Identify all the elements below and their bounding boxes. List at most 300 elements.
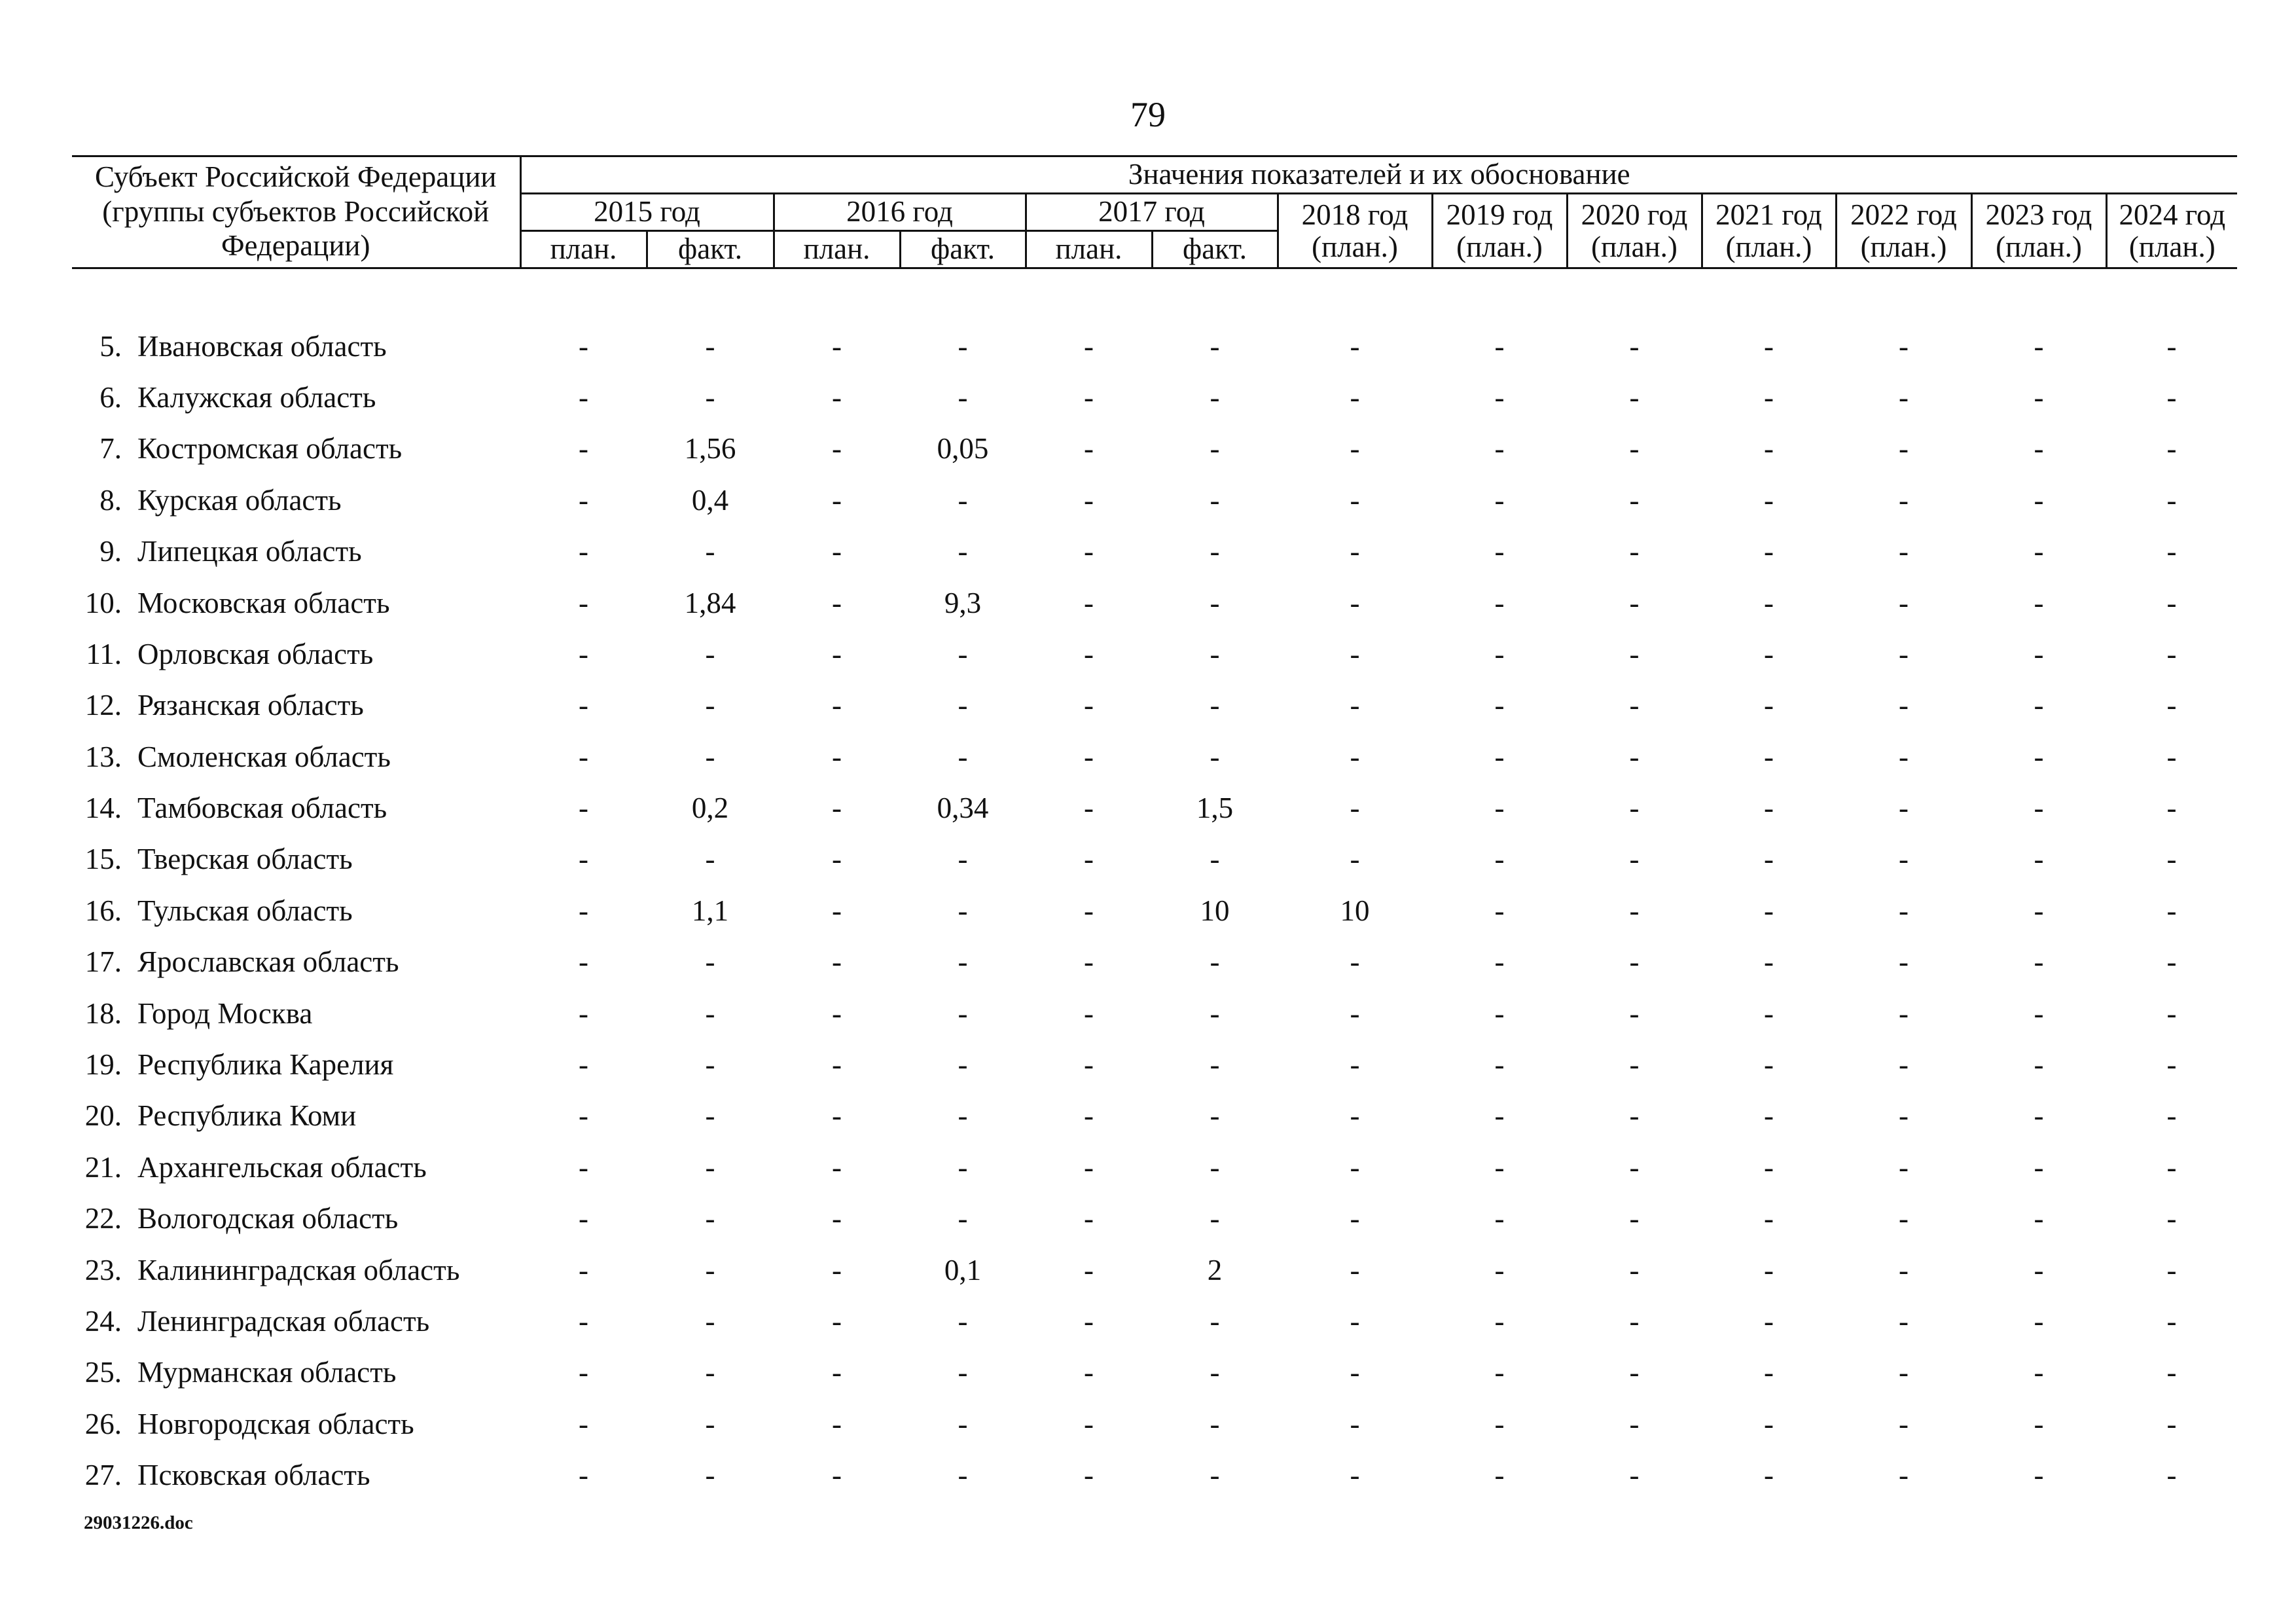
region-name: Липецкая область	[137, 535, 362, 568]
row-number: 15.	[84, 843, 122, 876]
value-cell: -	[2034, 432, 2044, 465]
value-cell: -	[1764, 380, 1774, 414]
value-cell: -	[1084, 1459, 1094, 1492]
row-number: 11.	[86, 637, 122, 670]
value-cell: -	[1629, 432, 1640, 465]
value-cell: -	[1764, 483, 1774, 517]
value-cell: -	[1629, 637, 1640, 670]
region-name: Город Москва	[137, 996, 313, 1030]
year-header: 2018 год (план.)	[1278, 194, 1432, 268]
value-cell: -	[1494, 1150, 1505, 1184]
value-cell: -	[832, 535, 842, 568]
value-cell: -	[2166, 1150, 2177, 1184]
value-cell: -	[1494, 380, 1505, 414]
value-cell: -	[1899, 535, 1909, 568]
row-number: 27.	[84, 1459, 122, 1492]
value-cell: -	[579, 1048, 588, 1082]
value-cell: -	[1764, 1356, 1774, 1389]
value-cell: -	[1210, 1459, 1220, 1492]
value-cell: -	[2034, 1305, 2044, 1338]
value-cell: -	[2034, 996, 2044, 1030]
value-cell: -	[579, 1407, 588, 1440]
row-number: 19.	[84, 1048, 122, 1082]
value-cell: -	[1210, 483, 1220, 517]
value-cell: -	[1350, 535, 1360, 568]
value-cell: -	[2034, 535, 2044, 568]
value-cell: -	[832, 945, 842, 979]
value-cell: -	[1494, 1099, 1505, 1133]
value-cell: -	[1764, 894, 1774, 927]
table-row	[72, 885, 2237, 936]
value-cell: -	[1350, 689, 1360, 722]
table-row	[72, 526, 2237, 577]
row-number: 24.	[84, 1305, 122, 1338]
plan-subheader: план.	[1026, 231, 1152, 268]
value-cell: -	[1494, 740, 1505, 773]
value-cell: -	[1764, 689, 1774, 722]
fact-subheader: факт.	[1152, 231, 1278, 268]
value-cell: -	[1899, 1459, 1909, 1492]
value-cell: -	[579, 996, 588, 1030]
value-cell: -	[1210, 1048, 1220, 1082]
value-cell: -	[1899, 792, 1909, 825]
value-cell: -	[1764, 1048, 1774, 1082]
value-cell: -	[832, 586, 842, 619]
value-cell: -	[1494, 535, 1505, 568]
plan-subheader: план.	[774, 231, 900, 268]
value-cell: -	[579, 1150, 588, 1184]
value-cell: -	[1210, 740, 1220, 773]
row-number: 13.	[84, 740, 122, 773]
value-cell: -	[1629, 792, 1640, 825]
value-cell: -	[832, 1150, 842, 1184]
value-cell: -	[2166, 535, 2177, 568]
value-cell: -	[579, 792, 588, 825]
value-cell: -	[2034, 1356, 2044, 1389]
row-number: 18.	[84, 996, 122, 1030]
value-cell: -	[1084, 1202, 1094, 1235]
value-cell: -	[958, 843, 968, 876]
value-cell: -	[1210, 1150, 1220, 1184]
year-header: 2023 год (план.)	[1971, 194, 2106, 268]
value-cell: -	[2034, 637, 2044, 670]
value-cell: -	[579, 1099, 588, 1133]
value-cell: -	[2034, 1253, 2044, 1286]
value-cell: -	[1494, 1459, 1505, 1492]
value-cell: -	[1629, 1150, 1640, 1184]
indicator-table	[72, 155, 2237, 1501]
value-cell: -	[1350, 740, 1360, 773]
value-cell: -	[1084, 894, 1094, 927]
value-cell: -	[1764, 996, 1774, 1030]
value-cell: -	[832, 432, 842, 465]
row-number: 10.	[84, 586, 122, 619]
value-cell: -	[1899, 1099, 1909, 1133]
value-cell: -	[958, 1305, 968, 1338]
value-cell: -	[2166, 329, 2177, 363]
value-cell: -	[1629, 1253, 1640, 1286]
value-cell: -	[705, 380, 715, 414]
region-name: Псковская область	[137, 1459, 370, 1492]
value-cell: -	[1084, 792, 1094, 825]
value-cell: -	[832, 1305, 842, 1338]
value-cell: -	[958, 329, 968, 363]
value-cell: -	[579, 380, 588, 414]
value-cell: -	[1350, 1253, 1360, 1286]
value-cell: 1,56	[684, 432, 736, 465]
value-cell: -	[1629, 1305, 1640, 1338]
value-cell: -	[1764, 1407, 1774, 1440]
region-name: Республика Коми	[137, 1099, 357, 1133]
value-cell: 10	[1340, 894, 1370, 927]
value-cell: -	[579, 329, 588, 363]
value-cell: -	[1899, 483, 1909, 517]
row-number: 9.	[99, 535, 122, 568]
value-cell: -	[2166, 637, 2177, 670]
value-cell: -	[1899, 1305, 1909, 1338]
value-cell: -	[1350, 483, 1360, 517]
value-cell: -	[832, 637, 842, 670]
region-name: Тульская область	[137, 894, 353, 927]
value-cell: 1,84	[684, 586, 736, 619]
value-cell: -	[958, 945, 968, 979]
value-cell: -	[579, 535, 588, 568]
value-cell: -	[1350, 586, 1360, 619]
table-row	[72, 629, 2237, 680]
value-cell: -	[579, 586, 588, 619]
value-cell: -	[2166, 945, 2177, 979]
value-cell: -	[1629, 380, 1640, 414]
value-cell: -	[1629, 483, 1640, 517]
value-cell: -	[1350, 1099, 1360, 1133]
value-cell: -	[1899, 1253, 1909, 1286]
value-cell: -	[1084, 535, 1094, 568]
table-row	[72, 577, 2237, 628]
region-name: Костромская область	[137, 432, 403, 465]
value-cell: -	[1899, 329, 1909, 363]
value-cell: -	[705, 329, 715, 363]
value-cell: -	[705, 1048, 715, 1082]
row-number: 5.	[99, 329, 122, 363]
value-cell: -	[705, 1202, 715, 1235]
value-cell: -	[2166, 792, 2177, 825]
row-number: 17.	[84, 945, 122, 979]
region-name: Смоленская область	[137, 740, 391, 773]
value-cell: -	[2166, 1099, 2177, 1133]
value-cell: -	[705, 689, 715, 722]
value-cell: -	[1899, 1407, 1909, 1440]
value-cell: -	[705, 843, 715, 876]
value-cell: -	[1084, 637, 1094, 670]
value-cell: 9,3	[944, 586, 982, 619]
value-cell: -	[579, 843, 588, 876]
value-cell: -	[1629, 329, 1640, 363]
value-cell: -	[1629, 689, 1640, 722]
table-row	[72, 423, 2237, 474]
row-number: 22.	[84, 1202, 122, 1235]
value-cell: -	[1629, 1356, 1640, 1389]
values-column-header: Значения показателей и их обоснование	[520, 156, 2237, 194]
value-cell: -	[1084, 996, 1094, 1030]
value-cell: -	[1764, 1253, 1774, 1286]
region-name: Тамбовская область	[137, 792, 387, 825]
table-row	[72, 1244, 2237, 1295]
region-name: Вологодская область	[137, 1202, 399, 1235]
value-cell: -	[1764, 586, 1774, 619]
table-row	[72, 833, 2237, 884]
value-cell: 0,34	[937, 792, 989, 825]
value-cell: -	[1629, 535, 1640, 568]
value-cell: -	[1350, 1356, 1360, 1389]
value-cell: -	[1350, 380, 1360, 414]
value-cell: -	[1494, 894, 1505, 927]
value-cell: -	[579, 1459, 588, 1492]
value-cell: -	[958, 483, 968, 517]
value-cell: -	[1629, 586, 1640, 619]
value-cell: -	[1084, 1407, 1094, 1440]
year-header: 2017 год	[1026, 194, 1278, 231]
value-cell: -	[2166, 586, 2177, 619]
year-header: 2021 год (план.)	[1702, 194, 1836, 268]
value-cell: -	[832, 740, 842, 773]
value-cell: -	[958, 1459, 968, 1492]
value-cell: -	[1084, 329, 1094, 363]
value-cell: -	[1210, 843, 1220, 876]
value-cell: -	[1350, 637, 1360, 670]
value-cell: -	[1210, 1356, 1220, 1389]
region-name: Мурманская область	[137, 1356, 397, 1389]
value-cell: -	[1494, 1048, 1505, 1082]
region-name: Республика Карелия	[137, 1048, 394, 1082]
value-cell: -	[1899, 1356, 1909, 1389]
value-cell: -	[832, 380, 842, 414]
year-header: 2015 год	[520, 194, 774, 231]
value-cell: -	[1494, 945, 1505, 979]
value-cell: -	[1084, 1305, 1094, 1338]
value-cell: -	[1494, 586, 1505, 619]
value-cell: -	[1494, 792, 1505, 825]
value-cell: -	[1899, 432, 1909, 465]
value-cell: -	[579, 432, 588, 465]
value-cell: -	[1494, 329, 1505, 363]
value-cell: -	[579, 894, 588, 927]
value-cell: -	[1084, 740, 1094, 773]
value-cell: -	[2166, 689, 2177, 722]
table-row	[72, 1450, 2237, 1501]
value-cell: -	[1899, 996, 1909, 1030]
value-cell: -	[705, 1407, 715, 1440]
value-cell: -	[705, 1253, 715, 1286]
value-cell: -	[1210, 689, 1220, 722]
value-cell: -	[832, 1407, 842, 1440]
value-cell: -	[832, 329, 842, 363]
value-cell: -	[579, 1356, 588, 1389]
value-cell: -	[1084, 1048, 1094, 1082]
value-cell: 0,05	[937, 432, 989, 465]
row-number: 21.	[84, 1150, 122, 1184]
value-cell: -	[1084, 1253, 1094, 1286]
value-cell: -	[1629, 1202, 1640, 1235]
region-name: Калининградская область	[137, 1253, 460, 1286]
value-cell: -	[579, 1202, 588, 1235]
row-number: 12.	[84, 689, 122, 722]
subject-column-header: Субъект Российской Федерации (группы субъектов Российской Федерации)	[72, 156, 520, 268]
region-name: Рязанская область	[137, 689, 364, 722]
value-cell: -	[1764, 792, 1774, 825]
value-cell: -	[832, 1356, 842, 1389]
value-cell: -	[2166, 380, 2177, 414]
value-cell: -	[2034, 945, 2044, 979]
value-cell: -	[1764, 740, 1774, 773]
value-cell: 0,4	[691, 483, 729, 517]
region-name: Новгородская область	[137, 1407, 414, 1440]
year-header: 2019 год (план.)	[1432, 194, 1567, 268]
value-cell: -	[2034, 483, 2044, 517]
value-cell: -	[705, 945, 715, 979]
region-name: Архангельская область	[137, 1150, 427, 1184]
value-cell: -	[579, 637, 588, 670]
value-cell: -	[1899, 1150, 1909, 1184]
table-row	[72, 782, 2237, 833]
value-cell: -	[832, 483, 842, 517]
value-cell: -	[2034, 1202, 2044, 1235]
value-cell: -	[958, 689, 968, 722]
value-cell: -	[958, 380, 968, 414]
value-cell: -	[1350, 1150, 1360, 1184]
value-cell: -	[705, 535, 715, 568]
value-cell: -	[1210, 1305, 1220, 1338]
value-cell: -	[1764, 1202, 1774, 1235]
value-cell: -	[1764, 432, 1774, 465]
value-cell: -	[2166, 1202, 2177, 1235]
table-row	[72, 1090, 2237, 1141]
value-cell: -	[2166, 996, 2177, 1030]
row-number: 8.	[99, 483, 122, 517]
table-row	[72, 372, 2237, 423]
value-cell: -	[705, 637, 715, 670]
value-cell: -	[1210, 1099, 1220, 1133]
value-cell: -	[832, 1202, 842, 1235]
row-number: 25.	[84, 1356, 122, 1389]
value-cell: -	[1899, 740, 1909, 773]
value-cell: -	[1764, 535, 1774, 568]
value-cell: -	[1764, 1305, 1774, 1338]
value-cell: -	[832, 894, 842, 927]
value-cell: -	[1899, 380, 1909, 414]
value-cell: -	[1084, 586, 1094, 619]
value-cell: -	[1764, 637, 1774, 670]
value-cell: -	[1764, 1150, 1774, 1184]
page-number: 79	[1130, 95, 1166, 134]
value-cell: -	[1084, 945, 1094, 979]
value-cell: -	[2034, 1048, 2044, 1082]
value-cell: -	[1350, 996, 1360, 1030]
value-cell: -	[1629, 996, 1640, 1030]
region-name: Калужская область	[137, 380, 376, 414]
value-cell: -	[1350, 1459, 1360, 1492]
value-cell: -	[958, 1099, 968, 1133]
value-cell: -	[1084, 689, 1094, 722]
value-cell: -	[2034, 329, 2044, 363]
value-cell: -	[1899, 1202, 1909, 1235]
value-cell: -	[1494, 689, 1505, 722]
value-cell: -	[1350, 1305, 1360, 1338]
row-number: 23.	[84, 1253, 122, 1286]
value-cell: -	[1350, 1202, 1360, 1235]
value-cell: -	[1629, 945, 1640, 979]
value-cell: -	[1210, 535, 1220, 568]
value-cell: -	[958, 535, 968, 568]
value-cell: -	[958, 894, 968, 927]
value-cell: -	[2166, 1459, 2177, 1492]
value-cell: -	[1210, 637, 1220, 670]
table-row	[72, 475, 2237, 526]
region-name: Московская область	[137, 586, 390, 619]
table-row	[72, 1039, 2237, 1090]
value-cell: -	[1494, 1305, 1505, 1338]
row-number: 20.	[84, 1099, 122, 1133]
value-cell: -	[1084, 843, 1094, 876]
value-cell: -	[1210, 1202, 1220, 1235]
table-row	[72, 1142, 2237, 1193]
row-number: 14.	[84, 792, 122, 825]
value-cell: -	[2166, 483, 2177, 517]
value-cell: -	[1899, 945, 1909, 979]
value-cell: -	[1494, 1407, 1505, 1440]
value-cell: 0,1	[944, 1253, 982, 1286]
value-cell: -	[1350, 945, 1360, 979]
value-cell: -	[1350, 1407, 1360, 1440]
table-row	[72, 1193, 2237, 1244]
value-cell: -	[2034, 380, 2044, 414]
value-cell: 1,5	[1196, 792, 1234, 825]
value-cell: -	[1629, 1459, 1640, 1492]
value-cell: -	[579, 483, 588, 517]
value-cell: -	[1350, 1048, 1360, 1082]
year-header: 2024 год (план.)	[2106, 194, 2237, 268]
value-cell: -	[1764, 329, 1774, 363]
value-cell: -	[705, 1150, 715, 1184]
value-cell: -	[958, 1202, 968, 1235]
table-header	[72, 156, 2237, 268]
value-cell: -	[958, 637, 968, 670]
table-row	[72, 1347, 2237, 1398]
value-cell: -	[1629, 740, 1640, 773]
value-cell: -	[579, 945, 588, 979]
value-cell: -	[1210, 432, 1220, 465]
value-cell: -	[705, 996, 715, 1030]
value-cell: 2	[1207, 1253, 1223, 1286]
value-cell: -	[1084, 380, 1094, 414]
value-cell: -	[1210, 329, 1220, 363]
value-cell: -	[1629, 1048, 1640, 1082]
value-cell: -	[579, 689, 588, 722]
value-cell: -	[579, 1305, 588, 1338]
value-cell: -	[1494, 637, 1505, 670]
row-number: 16.	[84, 894, 122, 927]
value-cell: -	[958, 1356, 968, 1389]
value-cell: -	[832, 792, 842, 825]
row-number: 26.	[84, 1407, 122, 1440]
value-cell: -	[579, 1253, 588, 1286]
value-cell: -	[1210, 1407, 1220, 1440]
value-cell: -	[2166, 843, 2177, 876]
region-name: Ленинградская область	[137, 1305, 430, 1338]
value-cell: -	[1629, 843, 1640, 876]
region-name: Орловская область	[137, 637, 374, 670]
value-cell: -	[1084, 1099, 1094, 1133]
value-cell: -	[2034, 740, 2044, 773]
